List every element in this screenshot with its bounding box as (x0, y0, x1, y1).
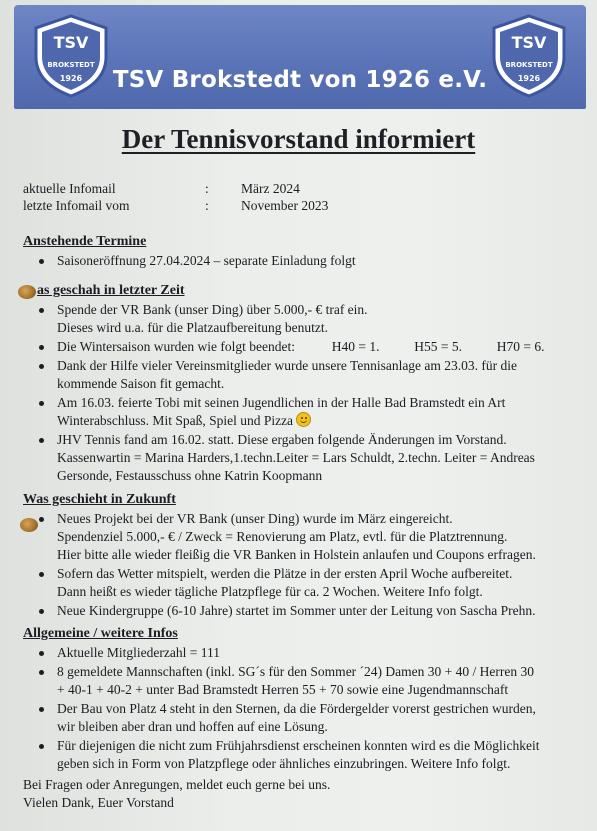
infomail-meta (23, 180, 583, 214)
list-item: JHV Tennis fand am 16.02. statt. Diese ergaben folgende Änderungen im Vorstand. Kassenwartin = Marina Harders,1.techn.Leiter = Lars Schuldt, 2.techn. Leiter = Andreas Gersonde, Festausschuss ohne Katrin Koopmann (57, 431, 585, 485)
meta-row-last (23, 197, 583, 214)
list-item: Für diejenigen die nicht zum Frühjahrsdienst erscheinen konnten wird es die Möglichkeit geben sich in Form von Platzpflege oder ähnliches einzubringen. Weitere Info folgt. (57, 737, 585, 773)
meta-sep: : (205, 198, 209, 213)
section-heading: Was geschieht in Zukunft (23, 492, 176, 507)
smiley-icon (296, 412, 311, 427)
section-heading: Anstehende Termine (23, 234, 147, 249)
list-item: Spende der VR Bank (unser Ding) über 5.000,- € traf ein. Dieses wird u.a. für die Platzaufbereitung benutzt. (57, 301, 585, 337)
meta-row-current (23, 180, 583, 197)
meta-key: letzte Infomail vom (23, 198, 130, 213)
list-item: 8 gemeldete Mannschaften (inkl. SG´s für den Sommer ´24) Damen 30 + 40 / Herren 30 + 40-1 + 40-2 + unter Bad Bramstedt Herren 55 + 70 sowie eine Jugendmannschaft (57, 663, 585, 699)
meta-sep: : (205, 181, 209, 196)
svg-text:1926: 1926 (59, 74, 83, 83)
section-allgemeine (23, 625, 585, 774)
list-item: Saisoneröffnung 27.04.2024 – separate Einladung folgt (57, 252, 585, 270)
result-h55: H55 = 5. (414, 339, 463, 354)
list-item: Die Wintersaison wurden wie folgt beendet: H40 = 1. H55 = 5. H70 = 6. (57, 338, 585, 356)
section-letzte-zeit (37, 282, 585, 301)
club-name: TSV Brokstedt von 1926 e.V. (112, 67, 488, 93)
section-letzte-zeit-list (23, 301, 585, 486)
meta-value: November 2023 (241, 198, 329, 213)
meta-key: aktuelle Infomail (23, 181, 116, 196)
section-heading: as geschah in letzter Zeit (37, 283, 185, 298)
punch-hole-mark (18, 285, 36, 299)
meta-value: März 2024 (241, 181, 300, 196)
svg-text:BROKSTEDT: BROKSTEDT (505, 61, 553, 69)
list-item: Sofern das Wetter mitspielt, werden die Plätze in der ersten April Woche aufbereitet. Dann heißt es wieder tägliche Platzpflege für ca. 2 Wochen. Weitere Info folgt. (57, 565, 585, 601)
closing-line: Bei Fragen oder Anregungen, meldet euch gerne bei uns. (23, 777, 331, 792)
svg-text:TSV: TSV (53, 33, 89, 52)
section-termine (23, 233, 585, 271)
svg-text:TSV: TSV (511, 33, 547, 52)
svg-text:1926: 1926 (517, 74, 541, 83)
page-title: Der Tennisvorstand informiert (121, 124, 476, 154)
svg-text:BROKSTEDT: BROKSTEDT (47, 61, 95, 69)
list-item: Neue Kindergruppe (6-10 Jahre) startet im Sommer unter der Leitung von Sascha Prehn. (57, 602, 585, 620)
list-item: Dank der Hilfe vieler Vereinsmitglieder wurde unsere Tennisanlage am 23.03. für die kommende Saison fit gemacht. (57, 357, 585, 393)
header-banner (14, 5, 586, 109)
section-zukunft (23, 491, 585, 621)
closing-text (23, 776, 330, 812)
list-item: Aktuelle Mitgliederzahl = 111 (57, 644, 585, 662)
list-item: Der Bau von Platz 4 steht in den Sternen, da die Fördergelder vorerst gestrichen wurden, wir bleiben aber dran und hoffen auf eine Lösung. (57, 700, 585, 736)
section-heading: Allgemeine / weitere Infos (23, 626, 178, 641)
result-h70: H70 = 6. (496, 339, 545, 354)
closing-signature: Vielen Dank, Euer Vorstand (23, 795, 174, 810)
list-item: Neues Projekt bei der VR Bank (unser Ding) wurde im März eingereicht. Spendenziel 5.000,- € / Zweck = Renovierung am Platz, evtl. für die Platztrennung. Hier bitte alle wieder fleißig die VR Banken in Holstein anlaufen und Coupons erfragen. (57, 510, 585, 564)
list-item: Am 16.03. feierte Tobi mit seinen Jugendlichen in der Halle Bad Bramstedt ein Art Winterabschluss. Mit Spaß, Spiel und Pizza (57, 394, 585, 430)
result-h40: H40 = 1. (331, 339, 380, 354)
